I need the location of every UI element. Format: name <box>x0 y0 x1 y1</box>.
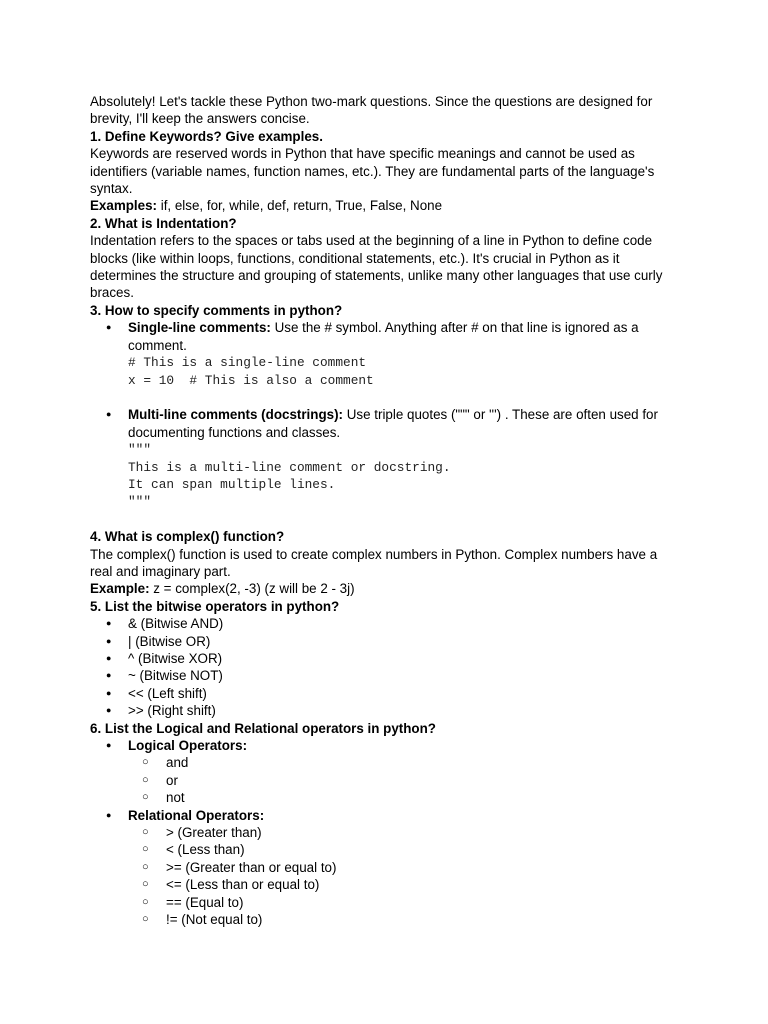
question-4-answer: The complex() function is used to create complex numbers in Python. Complex numbers have a real and imaginary part. <box>90 546 658 579</box>
question-1-answer: Keywords are reserved words in Python that have specific meanings and cannot be used as identifiers (variable names, function names, etc.). They are fundamental parts of the language's syntax. <box>90 146 655 197</box>
question-5-heading: 5. List the bitwise operators in python? <box>90 598 340 614</box>
list-item-single-line <box>90 319 680 406</box>
single-line-text: Use the # symbol. Anything after # on that line is ignored as a comment. <box>128 320 639 353</box>
list-item: ● << (Left shift) <box>90 685 680 702</box>
list-item: ○ < (Less than) <box>128 841 680 858</box>
question-3-heading: 3. How to specify comments in python? <box>90 302 343 318</box>
operators-list <box>90 737 680 928</box>
multi-line-label: Multi-line comments (docstrings): <box>128 407 344 423</box>
examples-text: if, else, for, while, def, return, True, False, None <box>157 198 443 214</box>
comments-list <box>90 319 680 528</box>
list-item: ○ > (Greater than) <box>128 824 680 841</box>
list-item: ○ == (Equal to) <box>128 894 680 911</box>
list-item: ● | (Bitwise OR) <box>90 633 680 650</box>
examples-label: Examples: <box>90 198 157 214</box>
question-2-heading: 2. What is Indentation? <box>90 215 237 231</box>
question-1-examples <box>90 197 680 214</box>
list-item-relational <box>90 807 680 929</box>
bitwise-operators-list <box>90 615 680 719</box>
list-item: ○ >= (Greater than or equal to) <box>128 859 680 876</box>
document-page <box>90 93 680 928</box>
logical-operators-sublist <box>128 754 680 806</box>
list-item-multi-line <box>90 406 680 528</box>
list-item: ○ or <box>128 772 680 789</box>
relational-operators-sublist <box>128 824 680 928</box>
example-text: z = complex(2, -3) (z will be 2 - 3j) <box>149 581 355 597</box>
list-item: ○ and <box>128 754 680 771</box>
list-item: ○ != (Not equal to) <box>128 911 680 928</box>
list-item: ● & (Bitwise AND) <box>90 615 680 632</box>
list-item-logical <box>90 737 680 807</box>
question-2-answer: Indentation refers to the spaces or tabs used at the beginning of a line in Python to define code blocks (like within loops, functions, conditional statements, etc.). It's crucial in Python as it determines the structure and grouping of statements, unlike many other languages that use curly braces. <box>90 233 663 301</box>
list-item: ○ <= (Less than or equal to) <box>128 876 680 893</box>
list-item: ● ~ (Bitwise NOT) <box>90 667 680 684</box>
relational-operators-label: Relational Operators: <box>128 807 265 823</box>
intro-paragraph: Absolutely! Let's tackle these Python two-mark questions. Since the questions are designed for brevity, I'll keep the answers concise. <box>90 94 653 127</box>
question-4-heading: 4. What is complex() function? <box>90 529 285 545</box>
list-item: ● ^ (Bitwise XOR) <box>90 650 680 667</box>
multi-line-text: Use triple quotes (""" or ''') . These are often used for documenting functions and classes. <box>128 407 658 440</box>
question-1-heading: 1. Define Keywords? Give examples. <box>90 128 323 144</box>
single-line-code-block: # This is a single-line comment x = 10 # This is also a comment <box>128 355 374 388</box>
example-label: Example: <box>90 581 150 597</box>
single-line-label: Single-line comments: <box>128 320 271 336</box>
list-item: ○ not <box>128 789 680 806</box>
multi-line-code-block: """ This is a multi-line comment or docstring. It can span multiple lines. """ <box>128 442 451 510</box>
list-item: ● >> (Right shift) <box>90 702 680 719</box>
question-6-heading: 6. List the Logical and Relational operators in python? <box>90 720 436 736</box>
logical-operators-label: Logical Operators: <box>128 738 248 753</box>
question-4-example <box>90 580 680 597</box>
